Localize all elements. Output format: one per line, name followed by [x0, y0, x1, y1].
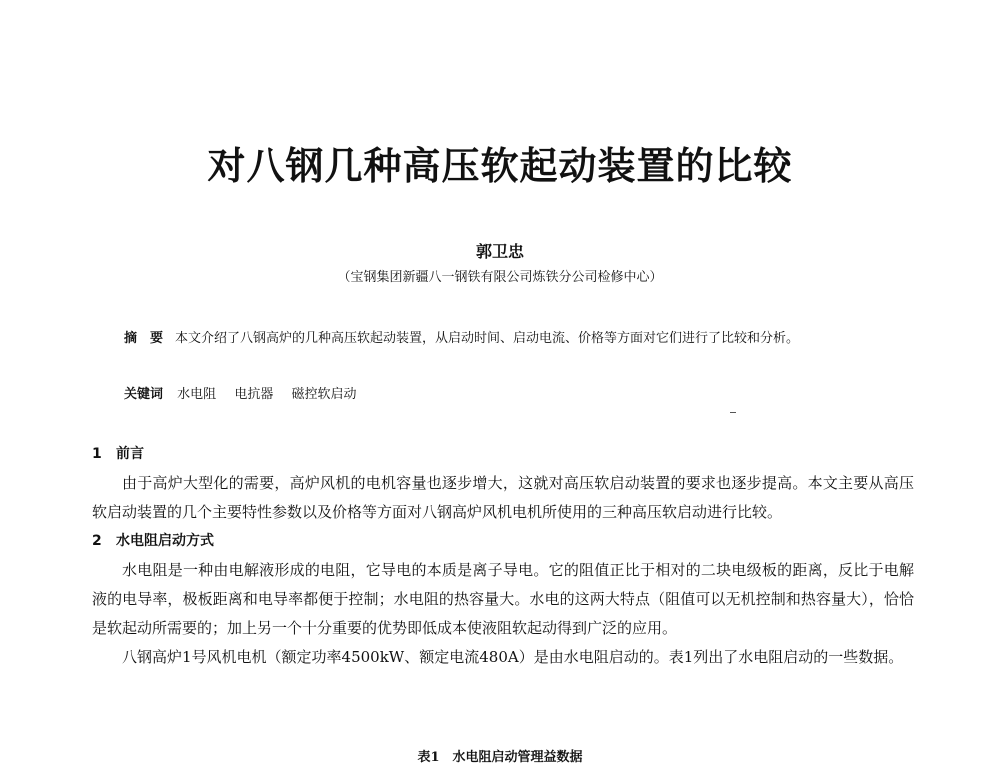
keyword: 电抗器 — [234, 387, 274, 402]
stray-mark — [730, 412, 736, 413]
abstract — [124, 326, 844, 352]
table-caption: 表1 水电阻启动管理益数据 — [417, 750, 583, 765]
abstract-text: 本文介绍了八钢高炉的几种高压软起动装置，从启动时间、启动电流、价格等方面对它们进行了比较和分析。 — [175, 331, 800, 346]
section-title: 前言 — [116, 446, 144, 462]
keyword: 水电阻 — [177, 387, 217, 402]
abstract-label: 摘 要 — [124, 331, 164, 346]
author-name: 郭卫忠 — [475, 242, 524, 261]
paragraph: 水电阻是一种由电解液形成的电阻，它导电的本质是离子导电。它的阻值正比于相对的二块电级板的距离，反比于电解液的电导率，极板距离和电导率都便于控制；水电阻的热容量大。水电的这两大特点（阻值可以无机控制和热容量大），恰恰是软起动所需要的；加上另一个十分重要的优势即低成本使液阻软起动得到广泛的应用。 — [92, 561, 914, 637]
keywords — [124, 382, 844, 408]
section-heading — [92, 440, 914, 469]
paragraph: 八钢高炉1号风机电机（额定功率4500kW、额定电流480A）是由水电阻启动的。表1列出了水电阻启动的一些数据。 — [122, 648, 904, 666]
section-number: 1 — [92, 446, 102, 462]
section-heading — [92, 527, 914, 556]
section-number: 2 — [92, 533, 102, 549]
body-text — [92, 440, 914, 672]
keywords-label: 关键词 — [124, 387, 164, 402]
keyword: 磁控软启动 — [291, 387, 357, 402]
author-affiliation: （宝钢集团新疆八一钢铁有限公司炼铁分公司检修中心） — [337, 270, 663, 285]
section-title: 水电阻启动方式 — [116, 533, 214, 549]
paragraph: 由于高炉大型化的需要，高炉风机的电机容量也逐步增大，这就对高压软启动装置的要求也逐步提高。本文主要从高压软启动装置的几个主要特性参数以及价格等方面对八钢高炉风机电机所使用的三种高压软启动进行比较。 — [92, 474, 914, 521]
paper-title: 对八钢几种高压软起动装置的比较 — [207, 143, 793, 188]
